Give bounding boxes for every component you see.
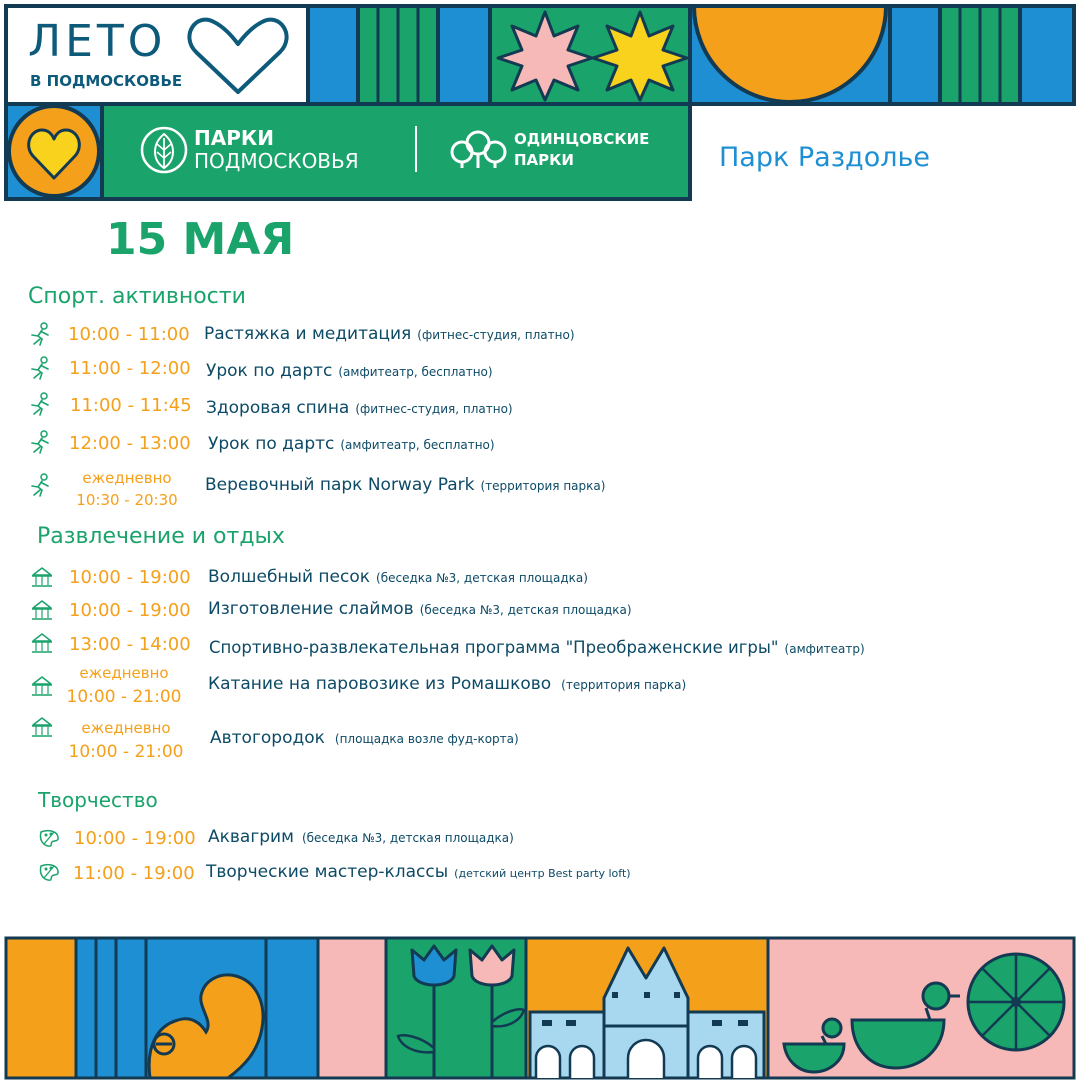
event-time: 10:00 - 19:00 bbox=[74, 828, 196, 849]
event-time: 11:00 - 19:00 bbox=[73, 863, 195, 884]
event-time: 10:00 - 19:00 bbox=[69, 600, 191, 621]
leto-subtitle: В ПОДМОСКОВЬЕ bbox=[30, 72, 183, 90]
event-time: 11:00 - 12:00 bbox=[69, 358, 191, 379]
event-name: Веревочный парк Norway Park (территория парка) bbox=[205, 475, 606, 495]
event-note: (фитнес-студия, платно) bbox=[355, 402, 513, 416]
event-time-daily bbox=[72, 468, 182, 512]
yellow-star-icon bbox=[593, 12, 687, 100]
section-title-art: Творчество bbox=[38, 788, 158, 812]
event-time: 10:30 - 20:30 bbox=[76, 490, 178, 509]
event-note: (амфитеатр, бесплатно) bbox=[340, 438, 495, 452]
event-note: (амфитеатр, бесплатно) bbox=[338, 365, 493, 379]
carousel-icon bbox=[30, 632, 54, 654]
event-name: Спортивно-развлекательная программа "Преображенские игры" (амфитеатр) bbox=[209, 638, 865, 657]
daily-label: ежедневно bbox=[81, 719, 171, 737]
event-date: 15 МАЯ bbox=[106, 214, 295, 265]
carousel-icon bbox=[30, 716, 54, 738]
parks-title-line1: ПАРКИ bbox=[194, 126, 274, 150]
event-name: Творческие мастер-классы (детский центр Best party loft) bbox=[206, 862, 631, 882]
event-time-daily bbox=[64, 663, 184, 709]
event-time: 10:00 - 19:00 bbox=[69, 567, 191, 588]
running-person-icon bbox=[28, 322, 52, 346]
event-note: (беседка №3, детская площадка) bbox=[376, 571, 588, 585]
event-note: (беседка №3, детская площадка) bbox=[301, 831, 514, 845]
palette-icon bbox=[38, 862, 60, 882]
park-name: Парк Раздолье bbox=[719, 142, 931, 173]
section-title-sport: Спорт. активности bbox=[28, 284, 246, 309]
event-name: Волшебный песок (беседка №3, детская площадка) bbox=[208, 567, 588, 587]
event-note: (территория парка) bbox=[561, 678, 687, 692]
footer-banner bbox=[0, 936, 1080, 1080]
event-time: 10:00 - 21:00 bbox=[66, 686, 182, 707]
section-title-fun: Развлечение и отдых bbox=[37, 524, 285, 549]
event-note: (фитнес-студия, платно) bbox=[417, 328, 575, 342]
event-time: 10:00 - 11:00 bbox=[68, 324, 190, 345]
carousel-icon bbox=[30, 566, 54, 588]
event-name: Урок по дартс (амфитеатр, бесплатно) bbox=[208, 434, 495, 454]
event-note: (территория парка) bbox=[480, 479, 606, 493]
odin-parks-line1: ОДИНЦОВСКИЕ bbox=[514, 130, 650, 148]
leto-title: ЛЕТО bbox=[28, 16, 167, 67]
pink-star-icon bbox=[498, 12, 592, 100]
running-person-icon bbox=[28, 356, 52, 380]
carousel-icon bbox=[30, 599, 54, 621]
event-name: Растяжка и медитация (фитнес-студия, платно) bbox=[204, 324, 575, 344]
event-time-daily bbox=[66, 718, 186, 764]
event-note: (площадка возле фуд-корта) bbox=[334, 732, 519, 746]
event-time: 12:00 - 13:00 bbox=[69, 433, 191, 454]
event-name: Автогородок (площадка возле фуд-корта) bbox=[210, 728, 519, 748]
daily-label: ежедневно bbox=[82, 469, 172, 487]
daily-label: ежедневно bbox=[79, 664, 169, 682]
event-name: Катание на паровозике из Ромашково (территория парка) bbox=[208, 674, 687, 694]
event-time: 10:00 - 21:00 bbox=[68, 741, 184, 762]
parks-title-line2: ПОДМОСКОВЬЯ bbox=[194, 149, 359, 173]
event-time: 13:00 - 14:00 bbox=[69, 634, 191, 655]
event-name: Изготовление слаймов (беседка №3, детская площадка) bbox=[208, 599, 632, 619]
event-name: Аквагрим (беседка №3, детская площадка) bbox=[208, 827, 514, 847]
carousel-icon bbox=[30, 675, 54, 697]
event-note: (беседка №3, детская площадка) bbox=[419, 603, 632, 617]
palette-icon bbox=[38, 828, 60, 848]
running-person-icon bbox=[28, 473, 52, 497]
event-time: 11:00 - 11:45 bbox=[70, 395, 192, 416]
event-name: Здоровая спина (фитнес-студия, платно) bbox=[206, 398, 513, 418]
running-person-icon bbox=[28, 430, 52, 454]
running-person-icon bbox=[28, 392, 52, 416]
odin-parks-line2: ПАРКИ bbox=[514, 151, 574, 169]
event-note: (детский центр Best party loft) bbox=[454, 867, 631, 880]
event-name: Урок по дартс (амфитеатр, бесплатно) bbox=[206, 361, 493, 381]
event-note: (амфитеатр) bbox=[784, 642, 865, 656]
wheel-icon bbox=[968, 954, 1064, 1050]
